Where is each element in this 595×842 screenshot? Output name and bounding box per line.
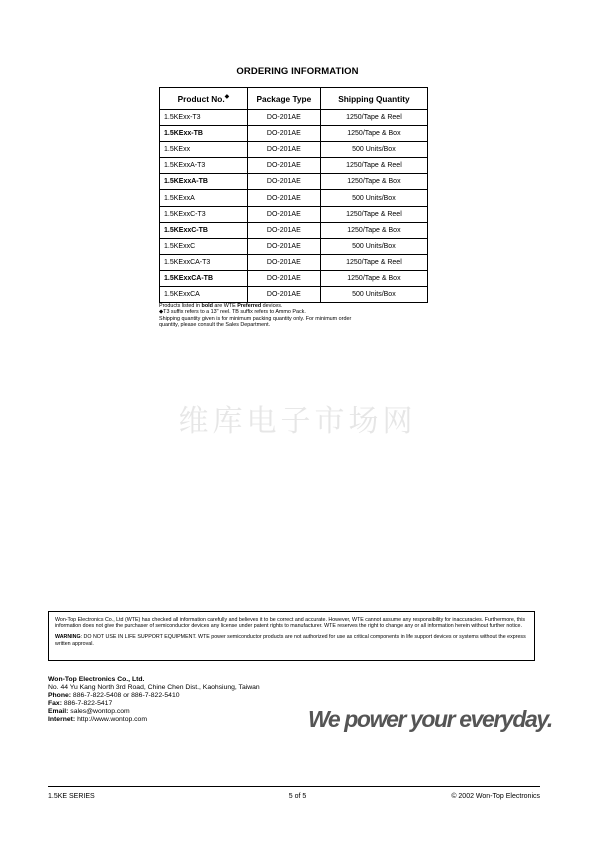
table-header-row <box>160 88 428 110</box>
package-cell: DO-201AE <box>247 110 320 126</box>
product-cell: 1.5KExxC-TB <box>160 222 248 238</box>
package-cell: DO-201AE <box>247 254 320 270</box>
product-cell: 1.5KExxC-T3 <box>160 206 248 222</box>
package-cell: DO-201AE <box>247 126 320 142</box>
quantity-cell: 1250/Tape & Reel <box>320 158 427 174</box>
watermark: 维库电子市场网 <box>178 404 417 439</box>
header-package-type: Package Type <box>247 88 320 110</box>
product-cell: 1.5KExxA <box>160 190 248 206</box>
ordering-table <box>159 87 428 303</box>
note-shipping-1: Shipping quantity given is for minimum packing quantity only. For minimum order <box>159 315 352 322</box>
quantity-cell: 1250/Tape & Reel <box>320 206 427 222</box>
note-suffix: ◆T3 suffix refers to a 13" reel. TB suffix refers to Ammo Pack. <box>159 309 306 316</box>
email-line: Email: sales@wontop.com <box>48 708 130 716</box>
product-cell: 1.5KExxCA <box>160 287 248 303</box>
product-cell: 1.5KExx-T3 <box>160 110 248 126</box>
disclaimer-box <box>48 611 535 661</box>
quantity-cell: 1250/Tape & Reel <box>320 110 427 126</box>
quantity-cell: 500 Units/Box <box>320 287 427 303</box>
internet-line: Internet: http://www.wontop.com <box>48 716 147 724</box>
company-name: Won-Top Electronics Co., Ltd. <box>48 676 145 683</box>
tagline-logo: We power your everyday. <box>308 706 552 732</box>
product-cell: 1.5KExx-TB <box>160 126 248 142</box>
company-address: No. 44 Yu Kang North 3rd Road, Chine Chen Dist., Kaohsiung, Taiwan <box>48 684 260 692</box>
table-body <box>160 110 428 303</box>
table-row <box>160 110 428 126</box>
header-product-no: Product No.◆ <box>160 88 248 110</box>
package-cell: DO-201AE <box>247 174 320 190</box>
disclaimer-text: Won-Top Electronics Co., Ltd (WTE) has checked all information carefully and believes it to be correct and accurate. However, WTE cannot assume any responsibility for inaccuracies. Furthermore, this information does not give the purchaser of semiconductor devices any license under patent rights to manufacturer. WTE reserves the right to change any or all information herein without further notice. <box>55 617 526 630</box>
phone-line: Phone: 886-7-822-5408 or 886-7-822-5410 <box>48 692 180 700</box>
quantity-cell: 500 Units/Box <box>320 142 427 158</box>
package-cell: DO-201AE <box>247 222 320 238</box>
quantity-cell: 1250/Tape & Box <box>320 126 427 142</box>
quantity-cell: 1250/Tape & Box <box>320 174 427 190</box>
table-row <box>160 190 428 206</box>
note-shipping-2: quantity, please consult the Sales Department. <box>159 322 271 329</box>
package-cell: DO-201AE <box>247 270 320 286</box>
product-cell: 1.5KExxCA-T3 <box>160 254 248 270</box>
warning-text: WARNING: DO NOT USE IN LIFE SUPPORT EQUIPMENT. WTE power semiconductor products are not authorized for use as critical components in life support devices or systems without the express written approval. <box>55 634 526 647</box>
quantity-cell: 500 Units/Box <box>320 238 427 254</box>
package-cell: DO-201AE <box>247 206 320 222</box>
footer-series: 1.5KE SERIES <box>48 793 95 800</box>
quantity-cell: 1250/Tape & Reel <box>320 254 427 270</box>
package-cell: DO-201AE <box>247 287 320 303</box>
table-row <box>160 287 428 303</box>
product-cell: 1.5KExxCA-TB <box>160 270 248 286</box>
table-row <box>160 126 428 142</box>
package-cell: DO-201AE <box>247 142 320 158</box>
table-row <box>160 142 428 158</box>
table-row <box>160 158 428 174</box>
table-notes <box>159 303 429 329</box>
fax-line: Fax: 886-7-822-5417 <box>48 700 113 708</box>
quantity-cell: 1250/Tape & Box <box>320 222 427 238</box>
header-shipping-quantity: Shipping Quantity <box>320 88 427 110</box>
package-cell: DO-201AE <box>247 190 320 206</box>
table-row <box>160 238 428 254</box>
quantity-cell: 500 Units/Box <box>320 190 427 206</box>
table-row <box>160 174 428 190</box>
contact-block <box>48 676 260 725</box>
section-title: ORDERING INFORMATION <box>236 66 359 77</box>
footer-page-number: 5 of 5 <box>288 793 307 800</box>
package-cell: DO-201AE <box>247 238 320 254</box>
quantity-cell: 1250/Tape & Box <box>320 270 427 286</box>
table-row <box>160 206 428 222</box>
footer-copyright: © 2002 Won-Top Electronics <box>451 793 540 800</box>
product-cell: 1.5KExxC <box>160 238 248 254</box>
diamond-mark-icon: ◆ <box>224 94 230 101</box>
footer-divider <box>48 786 540 787</box>
package-cell: DO-201AE <box>247 158 320 174</box>
product-cell: 1.5KExxA-TB <box>160 174 248 190</box>
table-row <box>160 222 428 238</box>
product-cell: 1.5KExxA-T3 <box>160 158 248 174</box>
table-row <box>160 254 428 270</box>
product-cell: 1.5KExx <box>160 142 248 158</box>
note-preferred: Products listed in bold are WTE Preferred devices. <box>159 303 283 309</box>
table-row <box>160 270 428 286</box>
